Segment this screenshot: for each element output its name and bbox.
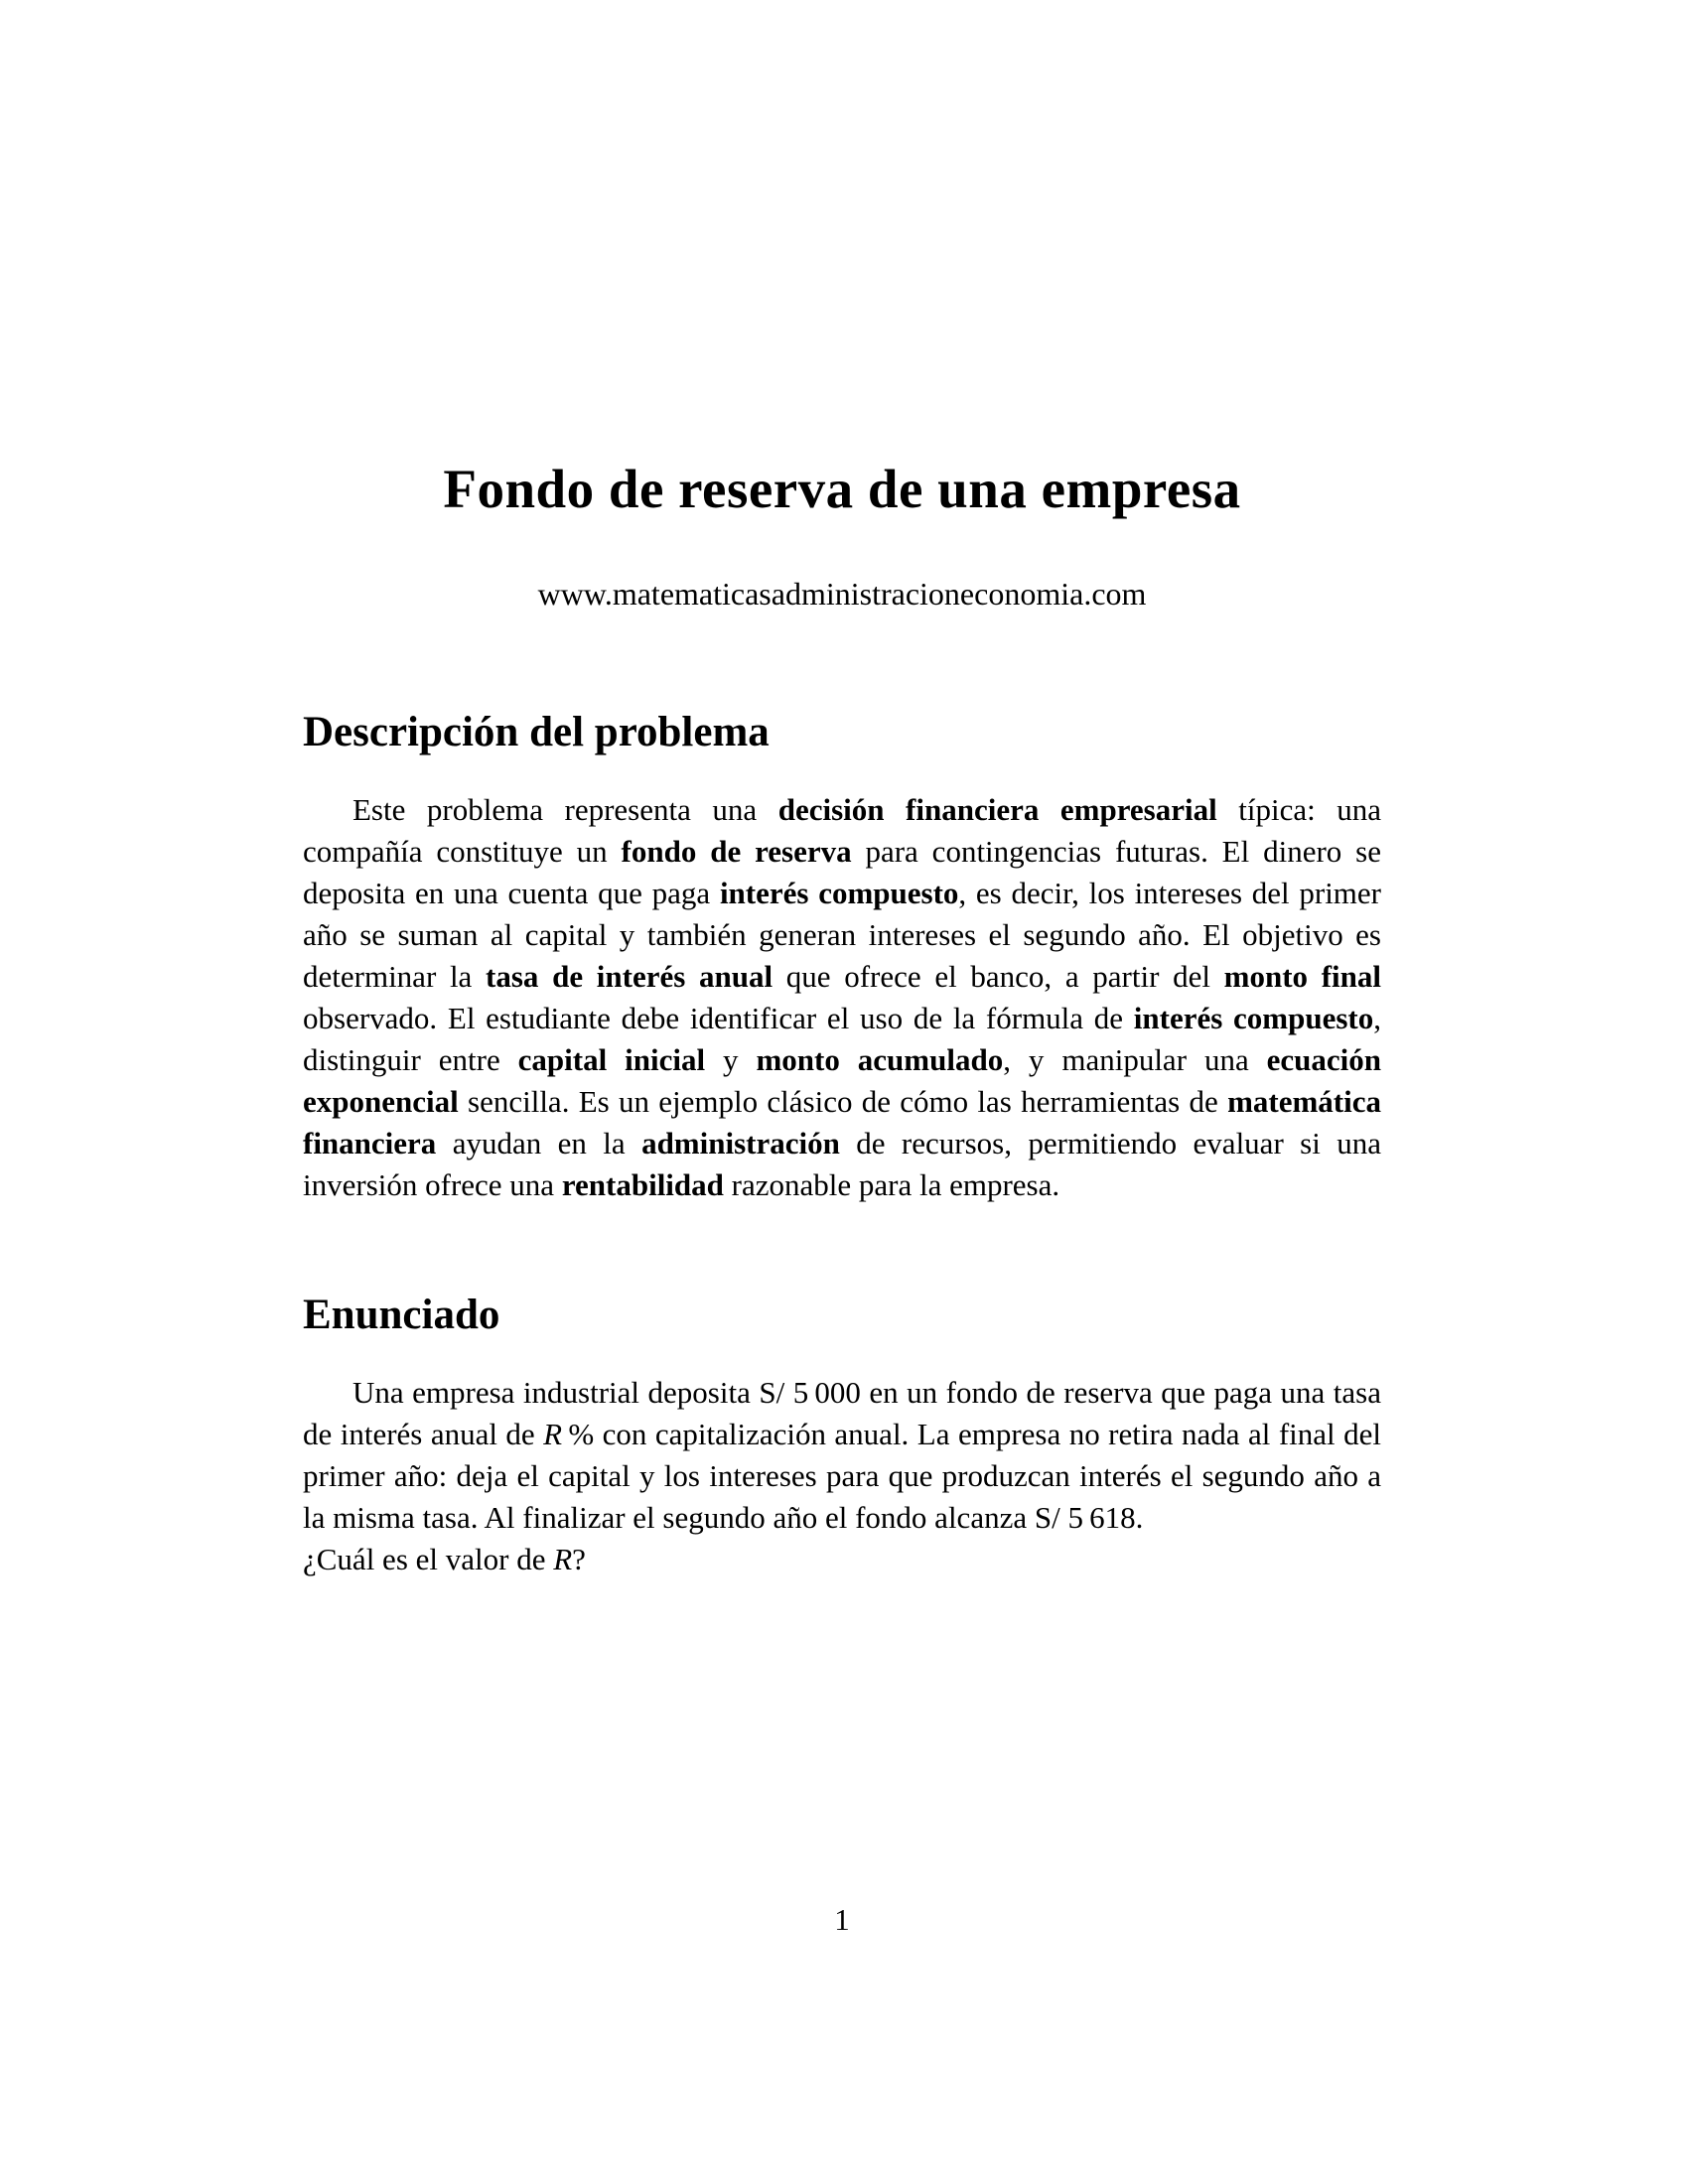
paragraph: Una empresa industrial deposita S/ 5 000 en un fondo de reserva que paga una tasa de interés anual de R % con capitalización anual. La empresa no retira nada al final del primer año: deja el capital y los intereses para que produzcan interés el segundo año a la misma tasa. Al finalizar el segundo año el fondo alcanza S/ 5 618. [303, 1375, 1382, 1535]
section-body-descripcion [303, 789, 1381, 1206]
section-body-enunciado [303, 1372, 1381, 1580]
paragraph-question: ¿Cuál es el valor de R? [303, 1542, 586, 1576]
section-heading-enunciado: Enunciado [303, 1292, 500, 1338]
section-heading-descripcion: Descripción del problema [303, 709, 770, 755]
website-url: www.matematicasadministracioneconomia.com [537, 576, 1147, 612]
document-title: Fondo de reserva de una empresa [443, 459, 1241, 519]
text-block [303, 0, 1381, 2184]
paragraph: Este problema representa una decisión financiera empresarial típica: una compañía constituye un fondo de reserva para contingencias futuras. El dinero se deposita en una cuenta que paga interés compuesto, es decir, los intereses del primer año se suman al capital y también generan intereses el segundo año. El objetivo es determinar la tasa de interés anual que ofrece el banco, a partir del monto final observado. El estudiante debe identificar el uso de la fórmula de interés compuesto, distinguir entre capital inicial y monto acumulado, y manipular una ecuación exponencial sencilla. Es un ejemplo clásico de cómo las herramientas de matemática financiera ayudan en la administración de recursos, permitiendo evaluar si una inversión ofrece una rentabilidad razonable para la empresa. [303, 792, 1382, 1202]
page-number: 1 [834, 1902, 850, 1937]
